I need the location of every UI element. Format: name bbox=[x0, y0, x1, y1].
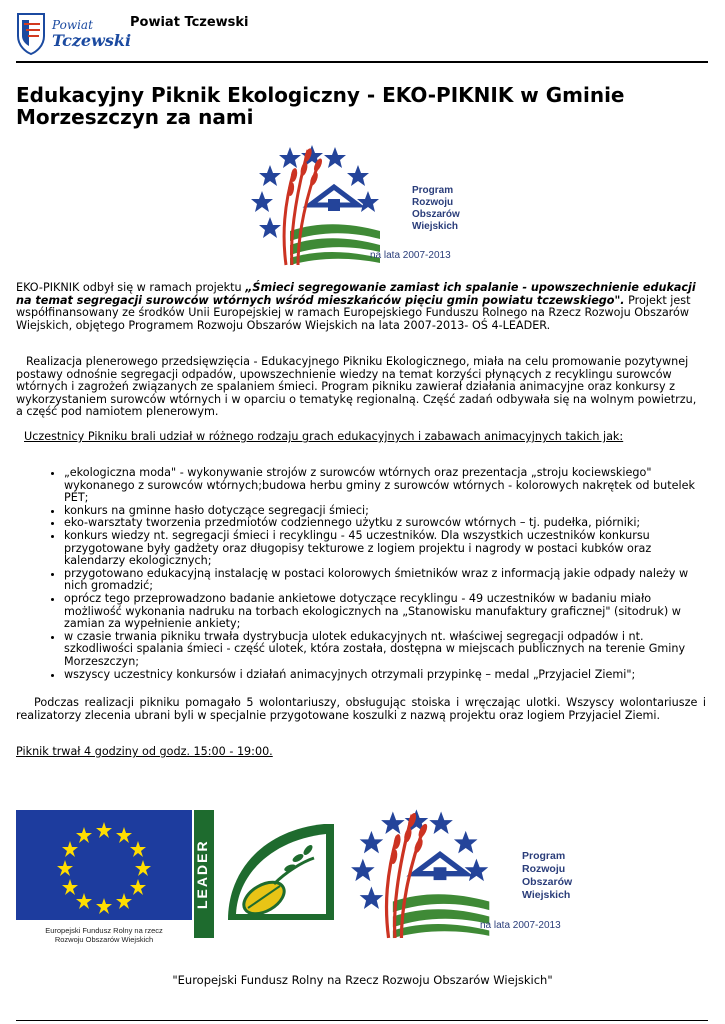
list-item: • „ekologiczna moda" - wykonywanie strojów z surowców wtórnych oraz prezentacja „stroju kociewskiego" wykonanego z surowców wtórnych;budowa herbu gminy z surowców wtórnych - kolorowych nakrętek od butelek PET; bbox=[64, 467, 706, 505]
site-name: Powiat Tczewski bbox=[130, 15, 249, 30]
activities-list bbox=[16, 467, 706, 681]
prow-line4: Wiejskich bbox=[412, 221, 459, 232]
list-item: • wszyscy uczestnicy konkursów i działań animacyjnych otrzymali przypinkę – medal „Przyjaciel Ziemi"; bbox=[64, 669, 706, 682]
eu-caption bbox=[16, 926, 192, 944]
leader-leaf-icon bbox=[214, 810, 348, 938]
header-divider bbox=[16, 61, 708, 63]
duration-text: Piknik trwał 4 godziny od godz. 15:00 - 19:00. bbox=[16, 745, 273, 758]
prow-line2: Rozwoju bbox=[522, 863, 566, 875]
coat-of-arms-icon bbox=[16, 12, 46, 56]
paragraph-goals bbox=[16, 356, 706, 419]
page-header bbox=[16, 10, 708, 62]
goals-text: Realizacja plenerowego przedsięwzięcia - Edukacyjnego Pikniku Ekologicznego, miała na celu promowanie pozytywnej postawy odnośnie segregacji odpadów, upowszechnienie wiedzy na temat korzyści płynących z recyklingu surowców wtórnych i zagrożeń związanych ze spalaniem śmieci. Program pikniku zawierał działania animacyjne oraz konkursy z wykorzystaniem surowców wtórnych i w oparciu o tematykę regionalną. Część zadań odbywała się na wolnym powietrzu, a część pod namiotem plenerowym. bbox=[16, 355, 697, 419]
eu-logo bbox=[16, 810, 192, 946]
prow-emblem-icon bbox=[350, 796, 500, 946]
footer-quote: "Europejski Fundusz Rolny na Rzecz Rozwoju Obszarów Wiejskich" bbox=[172, 973, 553, 987]
eu-flag bbox=[16, 810, 192, 920]
prow-logo-bottom bbox=[350, 796, 580, 946]
intro-rest: Projekt jest współfinansowany ze środków Unii Europejskiej w ramach Europejskiego Funduszu Rolnego na Rzecz Rozwoju Obszarów Wiejskich, objętego Programem Rozwoju Obszarów Wiejskich na lata 2007-2013- OŚ 4-LEADER. bbox=[16, 293, 691, 332]
prow-emblem-icon bbox=[250, 135, 390, 270]
paragraph-volunteers bbox=[16, 697, 706, 722]
page-title: Edukacyjny Piknik Ekologiczny - EKO-PIKNIK w Gminie Morzeszczyn za nami bbox=[16, 83, 625, 129]
footer-divider bbox=[16, 1020, 708, 1021]
prow-years-bottom: na lata 2007-2013 bbox=[480, 920, 561, 931]
list-item: • eko-warsztaty tworzenia przedmiotów codziennego użytku z surowców wtórnych – tj. pudełka, piórniki; bbox=[64, 517, 706, 530]
paragraph-activities-intro bbox=[16, 431, 706, 444]
paragraph-intro bbox=[16, 282, 706, 332]
prow-line1: Program bbox=[522, 850, 566, 862]
prow-line3: Obszarów bbox=[522, 876, 573, 888]
volunteers-text: Podczas realizacji pikniku pomagało 5 wolontariuszy, obsługując stoiska i wręczając ulotki. Wszyscy wolontariusze i realizatorzy zlecenia ubrani byli w specjalnie przygotowane koszulki z nazwą projektu oraz logiem Przyjaciel Ziemi. bbox=[16, 696, 706, 722]
list-item: • konkurs wiedzy nt. segregacji śmieci i recyklingu - 45 uczestników. Dla wszystkich uczestników konkursu przygotowane były gadżety oraz długopisy tekturowe z logiem projektu i nagrody w postaci kubków oraz kalendarzy ekologicznych; bbox=[64, 530, 706, 568]
prow-line3: Obszarów bbox=[412, 209, 460, 220]
leader-word: LEADER bbox=[194, 839, 210, 909]
logo-line2: Tczewski bbox=[52, 31, 132, 50]
list-item: • w czasie trwania pikniku trwała dystrybucja ulotek edukacyjnych nt. właściwej segregacji odpadów i nt. szkodliwości spalania śmieci - część ulotek, która została, dostępna w miejscach publicznych na terenie Gminy Morzeszczyn; bbox=[64, 631, 706, 669]
prow-line4: Wiejskich bbox=[522, 889, 571, 901]
eu-caption-line2: Rozwoju Obszarów Wiejskich bbox=[54, 935, 154, 944]
leader-logo bbox=[194, 810, 348, 938]
prow-logo-text-bottom bbox=[522, 850, 572, 902]
list-item: • przygotowano edukacyjną instalację w postaci kolorowych śmietników wraz z informacją jakie odpady należy w nich gromadzić; bbox=[64, 568, 706, 593]
intro-lead: EKO-PIKNIK odbył się w ramach projektu bbox=[16, 281, 246, 294]
prow-line1: Program bbox=[412, 185, 454, 196]
prow-logo bbox=[250, 135, 470, 270]
eu-caption-line1: Europejski Fundusz Rolny na rzecz bbox=[45, 926, 163, 935]
leader-emblem bbox=[214, 810, 348, 938]
list-item: • oprócz tego przeprowadzono badanie ankietowe dotyczące recyklingu - 49 uczestników w badaniu miało możliwość wykonania nadruku na torbach ekologicznych na „Stanowisku manufaktury graficznej" (sitodruk) w zamian za wypełnienie ankiety; bbox=[64, 593, 706, 631]
prow-years: na lata 2007-2013 bbox=[370, 250, 451, 261]
list-item: • konkurs na gminne hasło dotyczące segregacji śmieci; bbox=[64, 505, 706, 518]
logo-line1: Powiat bbox=[52, 18, 93, 32]
prow-line2: Rozwoju bbox=[412, 197, 454, 208]
eu-stars-icon bbox=[16, 810, 192, 920]
paragraph-duration bbox=[16, 746, 706, 759]
project-title: „Śmieci segregowanie zamiast ich spalanie - upowszechnienie edukacji na temat segregacji surowców wtórnych wśród mieszkańców pięciu gmin powiatu tczewskiego". bbox=[16, 281, 696, 307]
logo-wordmark[interactable] bbox=[52, 16, 131, 49]
prow-logo-text bbox=[412, 185, 460, 233]
activities-intro-text: Uczestnicy Pikniku brali udział w różnego rodzaju grach edukacyjnych i zabawach animacyjnych takich jak: bbox=[24, 430, 624, 443]
